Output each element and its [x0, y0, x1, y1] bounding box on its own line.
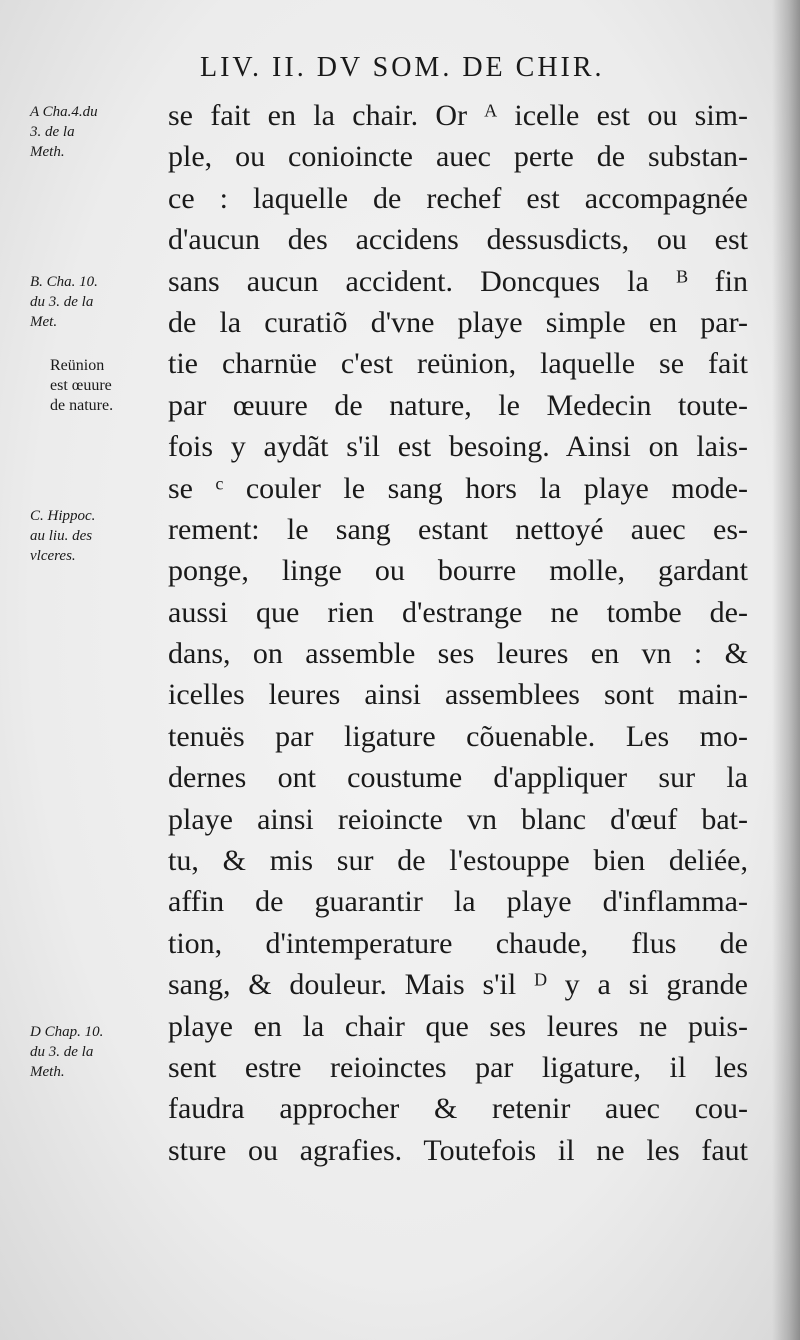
text-line: dernes ont coustume d'appliquer sur la	[168, 761, 748, 795]
running-head: LIV. II. DV SOM. DE CHIR.	[200, 52, 605, 83]
margin-note-reunion: Reünion est œuure de nature.	[50, 357, 114, 414]
text-line: aussi que rien d'estrange ne tombe de-	[168, 595, 748, 629]
text-line: ponge, linge ou bourre molle, gardant	[168, 554, 748, 588]
margin-note-c: C. Hippoc. au liu. des vlceres.	[30, 508, 96, 564]
text-line: affin de guarantir la playe d'inflamma-	[168, 885, 748, 919]
text-line: rement: le sang estant nettoyé auec es-	[168, 512, 748, 546]
text-line: d'aucun des accidens dessusdicts, ou est	[168, 223, 748, 257]
text-line: playe en la chair que ses leures ne puis-	[168, 1009, 748, 1043]
text-line: tion, d'intemperature chaude, flus de	[168, 926, 748, 960]
text-line: sent estre reioinctes par ligature, il les	[168, 1050, 748, 1084]
margin-note-a: A Cha.4.du 3. de la Meth.	[30, 104, 98, 160]
text-line: fois y aydãt s'il est besoing. Ainsi on lais-	[168, 430, 748, 464]
text-line: sans aucun accident. Doncques la ᴮ fin	[168, 264, 748, 298]
main-text-block	[168, 95, 748, 1171]
text-line: se ᶜ couler le sang hors la playe mode-	[168, 471, 748, 505]
text-line: tu, & mis sur de l'estouppe bien deliée,	[168, 844, 748, 878]
text-line: de la curatiõ d'vne playe simple en par-	[168, 305, 748, 339]
text-line: par œuure de nature, le Medecin toute-	[168, 388, 748, 422]
text-line: se fait en la chair. Or ᴬ icelle est ou sim-	[168, 99, 748, 132]
text-line: ple, ou conioincte auec perte de substan-	[168, 140, 748, 174]
text-line: sang, & douleur. Mais s'il ᴰ y a si grande	[168, 968, 748, 1002]
text-line: ce : laquelle de rechef est accompagnée	[168, 181, 748, 215]
text-line: dans, on assemble ses leures en vn : &	[168, 637, 748, 671]
text-line: playe ainsi reioincte vn blanc d'œuf bat-	[168, 802, 748, 836]
text-line: icelles leures ainsi assemblees sont main-	[168, 678, 748, 712]
text-line: sture ou agrafies. Toutefois il ne les faut	[168, 1133, 748, 1167]
text-line: tie charnüe c'est reünion, laquelle se fait	[168, 347, 748, 381]
text-line: faudra approcher & retenir auec cou-	[168, 1092, 748, 1126]
margin-note-b: B. Cha. 10. du 3. de la Met.	[30, 274, 98, 330]
page-gutter-shadow	[772, 0, 800, 1340]
margin-note-d: D Chap. 10. du 3. de la Meth.	[30, 1024, 104, 1080]
text-line: tenuës par ligature cõuenable. Les mo-	[168, 719, 748, 753]
